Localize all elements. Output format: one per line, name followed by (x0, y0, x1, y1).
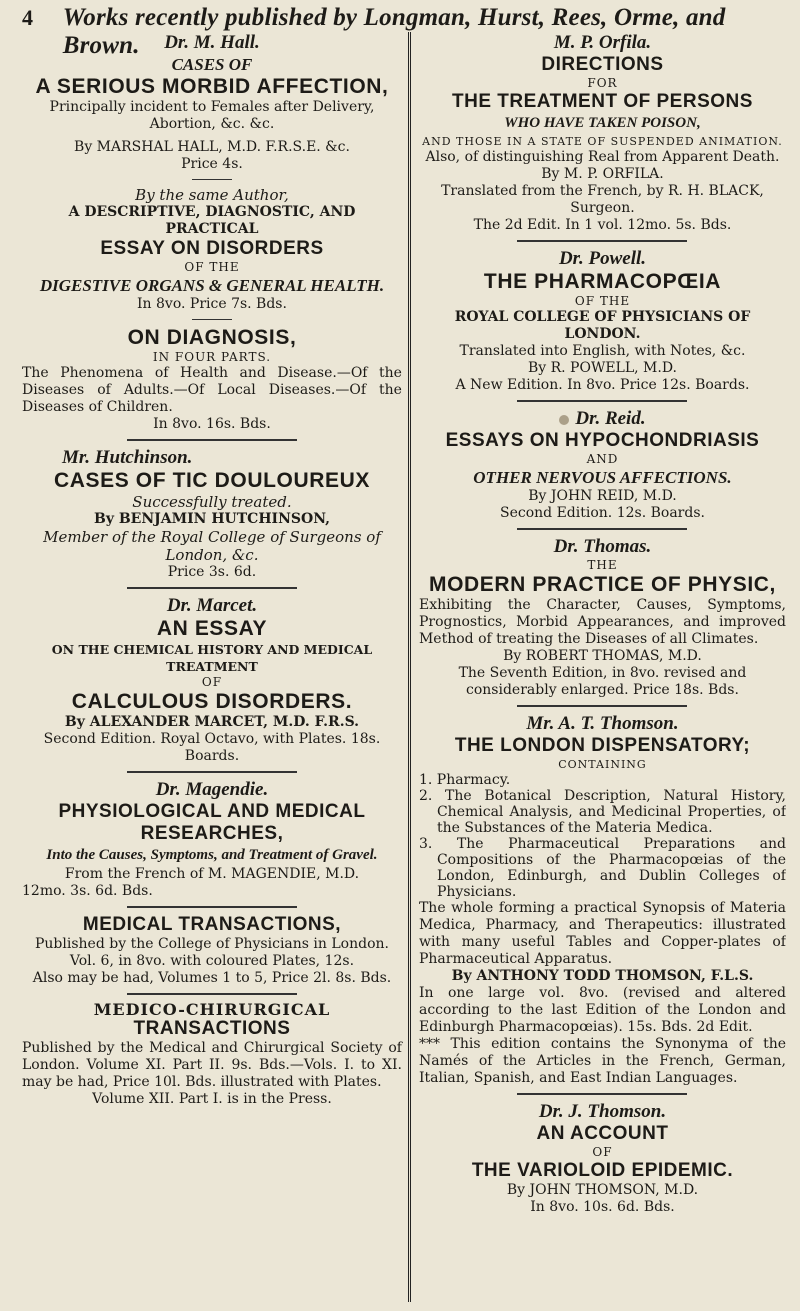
description: Member of the Royal College of Surgeons of London, &c. (43, 528, 381, 564)
price: The Seventh Edition, in 8vo. revised and considerably enlarged. Price 18s. Bds. (458, 665, 747, 698)
author-heading: Mr. Hutchinson. (62, 447, 193, 468)
price: Second Edition. 12s. Boards. (500, 505, 705, 521)
book-title: THE PHARMACOPŒIA (483, 270, 722, 293)
entry-orfila (419, 32, 786, 234)
author-heading: M. P. Orfila. (553, 32, 652, 53)
subtitle: Published by the College of Physicians in London. (35, 936, 389, 952)
entry-reid (419, 408, 786, 522)
byline: By JOHN REID, M.D. (528, 488, 677, 504)
book-title: MODERN PRACTICE OF PHYSIC, (429, 573, 776, 596)
author-heading: Dr. Powell. (558, 248, 647, 269)
book-title: ESSAY ON DISORDERS (100, 238, 324, 259)
price: Price 3s. 6d. (167, 564, 257, 580)
description: Published by the Medical and Chirurgical Society of London. Volume XI. Part II. 9s. Bds.—Vols. I. to XI. may be had, Price 10l. Bds. illustrated with Plates. (22, 1040, 402, 1090)
entry-hutchinson (22, 447, 402, 581)
price: 12mo. 3s. 6d. Bds. (22, 883, 153, 899)
entry-medical-transactions (22, 914, 402, 987)
description: In one large vol. 8vo. (revised and altered according to the last Edition of the London and Edinburgh Pharmacopœias). 15s. Bds. 2d Edit. (418, 985, 786, 1035)
list-item: 2. The Botanical Description, Natural History, Chemical Analysis, and Medicinal Properties, of the Substances of the Materia Medica. (418, 788, 786, 836)
description: Also may be had, Volumes 1 to 5, Price 2l. 8s. Bds. (32, 970, 392, 986)
divider (192, 319, 232, 320)
byline: From the French of M. MAGENDIE, M.D. (64, 866, 360, 882)
author-heading: Dr. J. Thomson. (538, 1101, 667, 1122)
byline: By M. P. ORFILA. (541, 166, 664, 182)
byline: By ANTHONY TODD THOMSON, F.L.S. (451, 968, 754, 984)
book-title: CALCULOUS DISORDERS. (71, 690, 353, 713)
divider (517, 528, 687, 530)
author-heading: Mr. A. T. Thomson. (526, 713, 679, 734)
author-heading: Dr. M. Hall. (164, 32, 260, 53)
byline: By R. POWELL, M.D. (527, 360, 678, 376)
list-item: 1. Pharmacy. (418, 772, 511, 788)
divider (517, 1093, 687, 1095)
left-column (22, 32, 408, 1302)
price: Second Edition. Royal Octavo, with Plates. 18s. Boards. (43, 731, 381, 764)
book-title: PHYSIOLOGICAL AND MEDICAL (58, 801, 366, 822)
book-title: AN ESSAY (156, 617, 268, 640)
book-title: MEDICAL TRANSACTIONS, (82, 914, 342, 935)
author-name: Dr. Reid. (575, 408, 646, 429)
columns (22, 32, 786, 1302)
sub-heading: CONTAINING (558, 758, 647, 771)
subtitle: AND THOSE IN A STATE OF SUSPENDED ANIMATION. (422, 135, 783, 148)
author-heading: Dr. Marcet. (166, 595, 258, 616)
sub-heading: FOR (587, 76, 618, 90)
divider (517, 400, 687, 402)
book-title: A SERIOUS MORBID AFFECTION, (35, 75, 389, 98)
note: *** This edition contains the Synonyma of the Namés of the Articles in the French, German, Italian, Spanish, and East Indian Languages. (418, 1036, 786, 1086)
byline: By ALEXANDER MARCET, M.D. F.R.S. (64, 714, 360, 730)
book-title: ESSAYS ON HYPOCHONDRIASIS (445, 430, 760, 451)
subtitle: Successfully treated. (132, 493, 292, 511)
list-item: 3. The Pharmaceutical Preparations and Compositions of the Pharmacopœias of the London, Edinburgh, and Dublin Colleges of Physicians. (418, 836, 786, 900)
divider (127, 587, 297, 589)
book-title: THE VARIOLOID EPIDEMIC. (471, 1160, 734, 1181)
divider (127, 993, 297, 995)
entry-marcet (22, 595, 402, 765)
book-title: DIRECTIONS (541, 54, 664, 75)
entry-powell (419, 248, 786, 394)
sub-heading: AND (586, 452, 619, 466)
entry-medico-chirurgical (22, 1001, 402, 1108)
sub-heading: OF (201, 675, 223, 689)
book-title: CASES OF TIC DOULOUREUX (53, 469, 370, 492)
byline: By BENJAMIN HUTCHINSON, (93, 511, 330, 527)
subtitle: ON THE CHEMICAL HISTORY AND MEDICAL TREATMENT (51, 642, 373, 674)
divider (127, 906, 297, 908)
sub-heading: OF THE (574, 294, 631, 308)
book-title: WHO HAVE TAKEN POISON, (504, 115, 701, 131)
byline: By JOHN THOMSON, M.D. (506, 1182, 699, 1198)
book-title: THE TREATMENT OF PERSONS (452, 91, 753, 112)
subtitle: Principally incident to Females after Delivery, Abortion, &c. &c. (49, 99, 375, 132)
price: In 8vo. 16s. Bds. (153, 416, 271, 432)
byline: By ROBERT THOMAS, M.D. (503, 648, 702, 664)
book-title: DIGESTIVE ORGANS & GENERAL HEALTH. (39, 276, 385, 295)
subtitle: Translated into English, with Notes, &c. (459, 343, 746, 359)
author-heading: Dr. Magendie. (155, 779, 269, 800)
subtitle: Also, of distinguishing Real from Apparent Death. (425, 149, 780, 165)
book-title: A DESCRIPTIVE, DIAGNOSTIC, AND PRACTICAL (68, 204, 356, 237)
note: Translated from the French, by R. H. BLACK, Surgeon. (441, 183, 764, 216)
sub-heading: OF (592, 1145, 613, 1159)
sub-heading: IN FOUR PARTS. (152, 350, 272, 364)
divider (127, 439, 297, 441)
entry-hall (22, 32, 402, 433)
note: Volume XII. Part I. is in the Press. (92, 1091, 332, 1107)
page-number: 4 (22, 5, 34, 30)
book-title: AN ACCOUNT (536, 1123, 669, 1144)
divider (127, 771, 297, 773)
ink-blot-icon (559, 415, 569, 425)
book-title: MEDICO-CHIRURGICAL (93, 1000, 331, 1019)
divider (517, 240, 687, 242)
book-title: THE LONDON DISPENSATORY; (454, 735, 751, 756)
book-title: RESEARCHES, (140, 823, 284, 844)
sub-heading: CASES OF (171, 55, 253, 74)
price: In 8vo. Price 7s. Bds. (137, 296, 287, 312)
description: The whole forming a practical Synopsis of Materia Medica, Pharmacy, and Therapeutics: illustrated with many useful Tables and Copper-plates of Pharmaceutical Apparatus. (418, 900, 786, 967)
subtitle: Into the Causes, Symptoms, and Treatment of Gravel. (46, 847, 378, 863)
book-title: TRANSACTIONS (133, 1018, 291, 1039)
running-title: Works recently published by Longman, Hurst, Rees, Orme, and Brown. (62, 4, 726, 59)
note: By the same Author, (135, 186, 289, 204)
entry-magendie (22, 779, 402, 900)
entry-j-thomson (419, 1101, 786, 1216)
price: Price 4s. (181, 156, 243, 172)
book-title: ON DIAGNOSIS, (127, 326, 297, 349)
byline: By MARSHAL HALL, M.D. F.R.S.E. &c. (74, 139, 350, 155)
book-title: ROYAL COLLEGE OF PHYSICIANS OF LONDON. (454, 309, 751, 342)
description: Vol. 6, in 8vo. with coloured Plates, 12s. (69, 953, 355, 969)
entry-at-thomson (419, 713, 786, 1087)
divider (517, 705, 687, 707)
description: Exhibiting the Character, Causes, Symptoms, Prognostics, Morbid Appearances, and improved Method of treating the Diseases of all Climates. (418, 597, 786, 647)
author-heading: Dr. Thomas. (553, 536, 652, 557)
description: The Phenomena of Health and Disease.—Of the Diseases of Adults.—Of Local Diseases.—Of the Diseases of Children. (22, 365, 402, 415)
sub-heading: THE (587, 558, 618, 572)
price: The 2d Edit. In 1 vol. 12mo. 5s. Bds. (473, 217, 732, 233)
sub-heading: OF THE (184, 260, 240, 274)
entry-thomas (419, 536, 786, 699)
divider (192, 179, 232, 180)
author-heading (419, 408, 786, 430)
book-title: OTHER NERVOUS AFFECTIONS. (473, 468, 732, 487)
right-column (408, 32, 786, 1302)
price: In 8vo. 10s. 6d. Bds. (530, 1199, 675, 1215)
price: A New Edition. In 8vo. Price 12s. Boards. (455, 377, 750, 393)
